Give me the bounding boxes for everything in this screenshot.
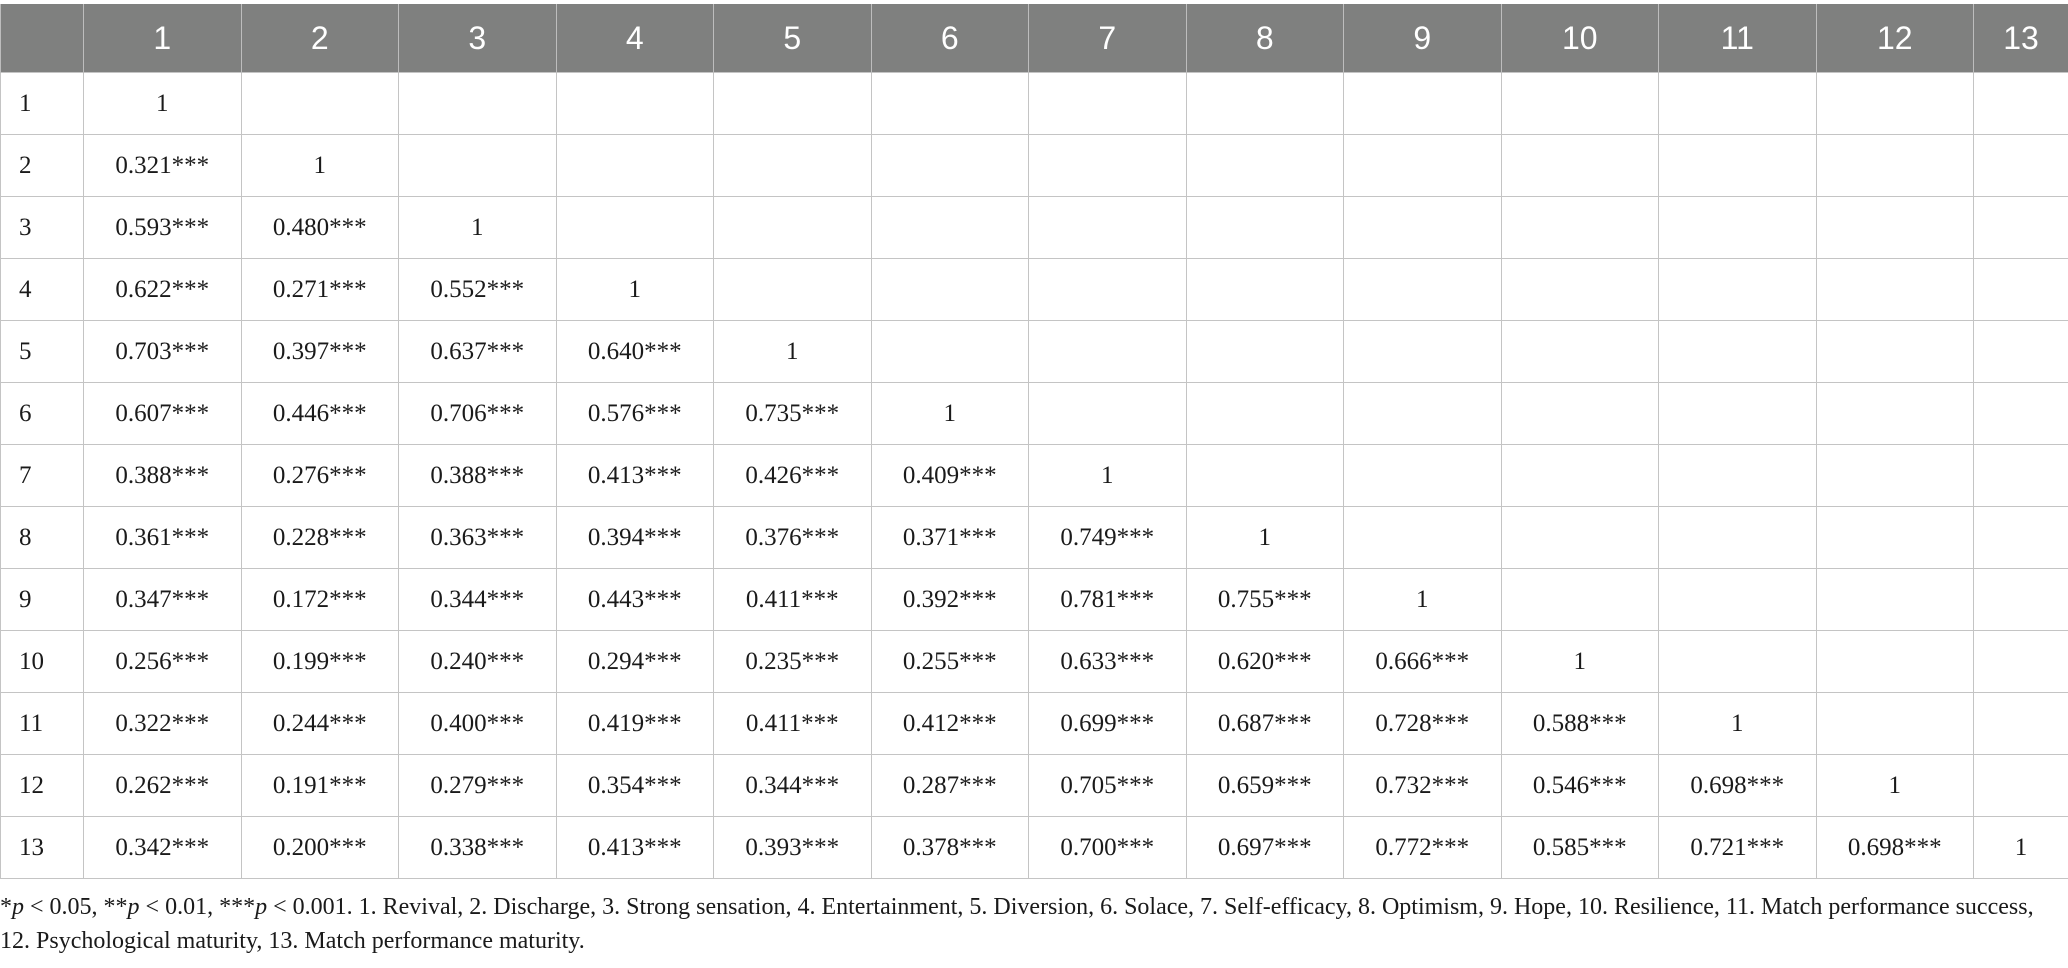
table-cell: 0.172*** (241, 569, 399, 631)
table-cell (1501, 445, 1659, 507)
table-cell: 0.371*** (871, 507, 1029, 569)
table-cell: 0.393*** (714, 817, 872, 879)
table-cell: 0.593*** (84, 197, 242, 259)
table-cell (1029, 321, 1187, 383)
table-row (1, 383, 2068, 445)
table-cell (871, 135, 1029, 197)
table-cell: 0.633*** (1029, 631, 1187, 693)
table-cell (871, 321, 1029, 383)
table-cell (1816, 197, 1974, 259)
table-cell: 0.687*** (1186, 693, 1344, 755)
table-cell (1186, 321, 1344, 383)
table-cell: 0.397*** (241, 321, 399, 383)
table-cell (1344, 445, 1502, 507)
table-cell (1974, 755, 2068, 817)
table-cell (1974, 197, 2068, 259)
table-cell: 0.412*** (871, 693, 1029, 755)
table-cell (399, 135, 557, 197)
table-cell (1659, 73, 1817, 135)
table-cell (1501, 569, 1659, 631)
table-cell (1501, 259, 1659, 321)
table-cell (1029, 135, 1187, 197)
table-cell: 0.697*** (1186, 817, 1344, 879)
table-cell (1816, 569, 1974, 631)
table-cell (1974, 321, 2068, 383)
table-cell (556, 73, 714, 135)
table-cell: 0.703*** (84, 321, 242, 383)
table-cell (871, 259, 1029, 321)
table-cell: 0.700*** (1029, 817, 1187, 879)
table-cell: 0.699*** (1029, 693, 1187, 755)
table-cell: 0.244*** (241, 693, 399, 755)
table-cell (714, 259, 872, 321)
table-row (1, 197, 2068, 259)
table-cell: 0.409*** (871, 445, 1029, 507)
table-cell (1344, 507, 1502, 569)
table-cell (1344, 135, 1502, 197)
table-cell: 0.755*** (1186, 569, 1344, 631)
footnote-text-1: < 0.05, ** (24, 894, 128, 920)
table-row (1, 693, 2068, 755)
table-cell: 0.279*** (399, 755, 557, 817)
table-cell: 1 (1029, 445, 1187, 507)
table-row (1, 507, 2068, 569)
table-cell (1974, 507, 2068, 569)
table-cell (1659, 197, 1817, 259)
table-cell (714, 73, 872, 135)
table-row (1, 569, 2068, 631)
table-cell: 1 (1186, 507, 1344, 569)
table-cell (1659, 507, 1817, 569)
table-cell: 0.721*** (1659, 817, 1817, 879)
table-cell: 0.772*** (1344, 817, 1502, 879)
table-row (1, 321, 2068, 383)
table-footnote (0, 890, 2060, 958)
row-label: 11 (1, 693, 84, 755)
table-cell: 1 (1659, 693, 1817, 755)
table-cell (1501, 321, 1659, 383)
table-body (1, 73, 2068, 879)
table-cell: 0.287*** (871, 755, 1029, 817)
row-label: 4 (1, 259, 84, 321)
table-cell (714, 197, 872, 259)
table-cell (1816, 135, 1974, 197)
table-cell (1501, 383, 1659, 445)
table-cell: 0.200*** (241, 817, 399, 879)
column-header-4: 4 (556, 4, 714, 73)
table-cell: 0.413*** (556, 817, 714, 879)
table-cell: 1 (871, 383, 1029, 445)
table-cell (1659, 383, 1817, 445)
table-cell: 0.620*** (1186, 631, 1344, 693)
table-cell (1029, 197, 1187, 259)
table-cell: 1 (1974, 817, 2068, 879)
table-cell: 0.607*** (84, 383, 242, 445)
table-cell (1501, 197, 1659, 259)
table-cell: 0.576*** (556, 383, 714, 445)
table-cell: 0.735*** (714, 383, 872, 445)
table-cell (1974, 569, 2068, 631)
table-cell: 0.426*** (714, 445, 872, 507)
table-cell: 0.419*** (556, 693, 714, 755)
row-label: 3 (1, 197, 84, 259)
table-cell: 0.376*** (714, 507, 872, 569)
table-cell: 0.271*** (241, 259, 399, 321)
table-cell (1501, 135, 1659, 197)
table-cell: 0.749*** (1029, 507, 1187, 569)
table-cell: 0.705*** (1029, 755, 1187, 817)
row-label: 12 (1, 755, 84, 817)
table-cell (1186, 383, 1344, 445)
corner-header (1, 4, 84, 73)
table-cell: 0.294*** (556, 631, 714, 693)
table-cell: 0.344*** (399, 569, 557, 631)
table-cell: 0.394*** (556, 507, 714, 569)
table-cell (714, 135, 872, 197)
row-label: 5 (1, 321, 84, 383)
footnote-p-3: p (255, 894, 268, 920)
footnote-text-3: < 0.001. 1. Revival, 2. Discharge, 3. Strong sensation, 4. Entertainment, 5. Diversion, 6. Solace, 7. Self-efficacy, 8. Optimism, 9. Hope, 10. Resilience, 11. Match performance success, 12. Psychological maturity, 13. Match performance maturity. (0, 894, 2034, 954)
correlation-table-container (0, 4, 2068, 879)
table-cell: 0.256*** (84, 631, 242, 693)
table-cell (1186, 135, 1344, 197)
table-cell (1659, 259, 1817, 321)
table-cell (399, 73, 557, 135)
table-cell (1659, 135, 1817, 197)
table-cell: 0.622*** (84, 259, 242, 321)
table-cell: 0.392*** (871, 569, 1029, 631)
table-row (1, 755, 2068, 817)
table-cell: 0.342*** (84, 817, 242, 879)
table-cell: 0.443*** (556, 569, 714, 631)
table-cell (1344, 259, 1502, 321)
column-header-5: 5 (714, 4, 872, 73)
table-cell (1816, 73, 1974, 135)
table-cell: 1 (1816, 755, 1974, 817)
table-cell (1974, 259, 2068, 321)
table-row (1, 73, 2068, 135)
column-header-10: 10 (1501, 4, 1659, 73)
table-cell (1029, 383, 1187, 445)
table-cell (1816, 321, 1974, 383)
row-label: 10 (1, 631, 84, 693)
table-cell: 0.262*** (84, 755, 242, 817)
table-cell: 0.321*** (84, 135, 242, 197)
column-header-7: 7 (1029, 4, 1187, 73)
table-cell (241, 73, 399, 135)
table-cell: 1 (714, 321, 872, 383)
table-cell: 0.378*** (871, 817, 1029, 879)
table-cell: 1 (241, 135, 399, 197)
table-cell: 0.413*** (556, 445, 714, 507)
footnote-p-1: p (12, 894, 24, 920)
table-cell (556, 197, 714, 259)
table-cell: 0.228*** (241, 507, 399, 569)
column-header-9: 9 (1344, 4, 1502, 73)
table-cell (1659, 321, 1817, 383)
column-header-1: 1 (84, 4, 242, 73)
column-header-2: 2 (241, 4, 399, 73)
table-cell (1501, 73, 1659, 135)
table-cell: 0.446*** (241, 383, 399, 445)
table-cell (1344, 73, 1502, 135)
row-label: 7 (1, 445, 84, 507)
table-cell: 0.546*** (1501, 755, 1659, 817)
table-cell: 0.199*** (241, 631, 399, 693)
table-cell (1816, 693, 1974, 755)
table-cell: 0.191*** (241, 755, 399, 817)
table-cell: 0.637*** (399, 321, 557, 383)
row-label: 1 (1, 73, 84, 135)
column-header-8: 8 (1186, 4, 1344, 73)
table-cell (1029, 259, 1187, 321)
table-cell: 1 (1344, 569, 1502, 631)
table-cell (871, 197, 1029, 259)
table-cell (1186, 445, 1344, 507)
table-cell (1029, 73, 1187, 135)
table-cell (1659, 631, 1817, 693)
column-header-12: 12 (1816, 4, 1974, 73)
table-cell: 0.640*** (556, 321, 714, 383)
table-cell (1186, 73, 1344, 135)
table-cell: 0.347*** (84, 569, 242, 631)
table-row (1, 135, 2068, 197)
table-cell (1974, 631, 2068, 693)
table-cell (1344, 197, 1502, 259)
table-cell: 0.344*** (714, 755, 872, 817)
table-cell: 0.400*** (399, 693, 557, 755)
table-cell: 0.781*** (1029, 569, 1187, 631)
table-cell (1974, 693, 2068, 755)
table-cell: 0.322*** (84, 693, 242, 755)
table-cell: 0.480*** (241, 197, 399, 259)
table-cell: 0.354*** (556, 755, 714, 817)
table-cell (1816, 259, 1974, 321)
table-cell (1974, 383, 2068, 445)
table-cell (1186, 197, 1344, 259)
table-cell: 0.585*** (1501, 817, 1659, 879)
table-cell: 0.411*** (714, 569, 872, 631)
table-cell: 0.552*** (399, 259, 557, 321)
table-cell (871, 73, 1029, 135)
table-row (1, 259, 2068, 321)
table-cell: 0.411*** (714, 693, 872, 755)
row-label: 6 (1, 383, 84, 445)
table-cell: 1 (556, 259, 714, 321)
table-cell (1344, 383, 1502, 445)
table-cell: 0.363*** (399, 507, 557, 569)
table-cell: 0.388*** (84, 445, 242, 507)
table-cell: 0.698*** (1659, 755, 1817, 817)
table-cell (1816, 631, 1974, 693)
table-cell (1659, 569, 1817, 631)
table-cell (1816, 445, 1974, 507)
table-cell (556, 135, 714, 197)
table-cell: 0.235*** (714, 631, 872, 693)
table-cell: 1 (399, 197, 557, 259)
table-cell (1974, 73, 2068, 135)
correlation-table (0, 4, 2068, 879)
table-cell: 0.732*** (1344, 755, 1502, 817)
header-row (1, 4, 2068, 73)
table-cell: 0.728*** (1344, 693, 1502, 755)
column-header-11: 11 (1659, 4, 1817, 73)
table-cell: 0.698*** (1816, 817, 1974, 879)
table-cell: 1 (1501, 631, 1659, 693)
table-cell (1186, 259, 1344, 321)
table-cell: 0.361*** (84, 507, 242, 569)
table-cell (1974, 445, 2068, 507)
row-label: 8 (1, 507, 84, 569)
table-row (1, 445, 2068, 507)
footnote-stars-1: * (0, 894, 12, 920)
table-cell (1659, 445, 1817, 507)
table-cell (1501, 507, 1659, 569)
table-cell: 0.388*** (399, 445, 557, 507)
table-cell: 0.659*** (1186, 755, 1344, 817)
table-cell (1816, 507, 1974, 569)
table-cell (1974, 135, 2068, 197)
table-cell: 0.240*** (399, 631, 557, 693)
table-cell: 0.338*** (399, 817, 557, 879)
row-label: 9 (1, 569, 84, 631)
table-cell: 0.255*** (871, 631, 1029, 693)
table-cell: 1 (84, 73, 242, 135)
table-cell (1344, 321, 1502, 383)
table-row (1, 631, 2068, 693)
table-row (1, 817, 2068, 879)
table-cell: 0.588*** (1501, 693, 1659, 755)
column-header-6: 6 (871, 4, 1029, 73)
table-cell: 0.276*** (241, 445, 399, 507)
footnote-text-2: < 0.01, *** (139, 894, 256, 920)
table-cell: 0.706*** (399, 383, 557, 445)
table-cell (1816, 383, 1974, 445)
footnote-p-2: p (127, 894, 140, 920)
table-cell: 0.666*** (1344, 631, 1502, 693)
column-header-13: 13 (1974, 4, 2068, 73)
row-label: 13 (1, 817, 84, 879)
row-label: 2 (1, 135, 84, 197)
column-header-3: 3 (399, 4, 557, 73)
